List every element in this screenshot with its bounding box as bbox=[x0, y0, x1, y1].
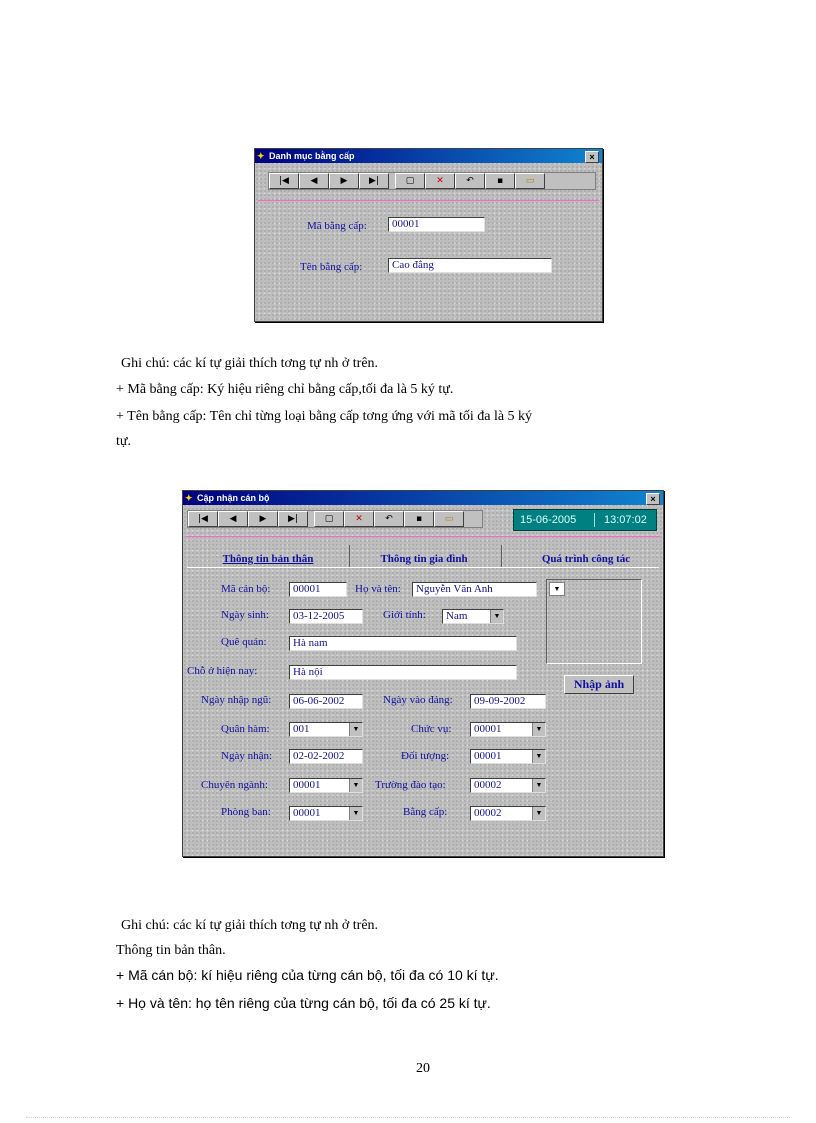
datetime-divider bbox=[594, 513, 595, 527]
nhap-anh-label: Nhập ảnh bbox=[573, 677, 625, 691]
separator-line bbox=[258, 200, 599, 201]
window-title: Cập nhận cán bộ bbox=[197, 493, 270, 503]
note-1-line-2: + Mã bằng cấp: Ký hiệu riêng chỉ bằng cấp,tối đa là 5 ký tự. bbox=[116, 382, 454, 397]
doi-tuong-select[interactable] bbox=[470, 749, 546, 764]
ma-can-bo-label: Mã cán bộ: bbox=[221, 583, 271, 595]
save-button[interactable]: ▪ bbox=[485, 173, 515, 189]
tab-thong-tin-ban-than[interactable]: Thông tin bản thân bbox=[222, 553, 314, 565]
gioi-tinh-label: Giới tính: bbox=[383, 609, 426, 621]
ten-bang-cap-input[interactable]: Cao đẳng bbox=[388, 258, 552, 273]
chuyen-nganh-value: 00001 bbox=[293, 779, 321, 791]
tab-qua-trinh-cong-tac[interactable]: Quá trình công tác bbox=[541, 553, 631, 565]
toolbar bbox=[187, 510, 483, 528]
bang-cap-value: 00002 bbox=[474, 807, 502, 819]
bang-cap-select[interactable] bbox=[470, 806, 546, 821]
chuc-vu-value: 00001 bbox=[474, 723, 502, 735]
close-button[interactable]: × bbox=[585, 151, 599, 163]
chevron-down-icon[interactable]: ▼ bbox=[349, 779, 362, 792]
ho-ten-label: Họ và tên: bbox=[355, 583, 401, 595]
chevron-down-icon[interactable]: ▼ bbox=[349, 723, 362, 736]
phong-ban-select[interactable] bbox=[289, 806, 363, 821]
time-display: 13:07:02 bbox=[604, 514, 647, 526]
truong-dao-tao-label: Trường đào tạo: bbox=[375, 779, 446, 791]
chuc-vu-select[interactable] bbox=[470, 722, 546, 737]
toolbar bbox=[268, 172, 596, 190]
photo-box bbox=[546, 579, 642, 664]
ma-can-bo-input[interactable]: 00001 bbox=[289, 582, 347, 597]
note-2-line-4: + Họ và tên: họ tên riêng của từng cán bộ, tối đa có 25 kí tự. bbox=[116, 995, 491, 1011]
page-number: 20 bbox=[416, 1061, 430, 1076]
ngay-nhan-label: Ngày nhận: bbox=[221, 750, 273, 762]
chuyen-nganh-label: Chuyên ngành: bbox=[201, 779, 268, 791]
next-record-button[interactable]: ▶ bbox=[248, 511, 278, 527]
chuc-vu-label: Chức vụ: bbox=[411, 723, 452, 735]
note-1-line-1: Ghi chú: các kí tự giải thích tơng tự nh ở trên. bbox=[121, 356, 379, 371]
ngay-vao-dang-input[interactable]: 09-09-2002 bbox=[470, 694, 546, 709]
chevron-down-icon[interactable]: ▼ bbox=[532, 750, 545, 763]
title-bar[interactable] bbox=[183, 491, 663, 505]
title-bar[interactable] bbox=[255, 149, 602, 163]
ngay-vao-dang-label: Ngày vào đảng: bbox=[383, 694, 453, 706]
tab-divider bbox=[349, 545, 350, 567]
prev-record-button[interactable]: ◀ bbox=[299, 173, 329, 189]
undo-button[interactable]: ↶ bbox=[455, 173, 485, 189]
exit-button[interactable]: ▭ bbox=[515, 173, 545, 189]
que-quan-input[interactable]: Hà nam bbox=[289, 636, 517, 651]
prev-record-button[interactable]: ◀ bbox=[218, 511, 248, 527]
new-record-button[interactable]: ▢ bbox=[314, 511, 344, 527]
gioi-tinh-value: Nam bbox=[446, 610, 468, 622]
window-cap-nhan-can-bo bbox=[182, 490, 664, 857]
quan-ham-select[interactable] bbox=[289, 722, 363, 737]
que-quan-label: Quê quán: bbox=[221, 636, 267, 648]
first-record-button[interactable]: |◀ bbox=[188, 511, 218, 527]
app-icon: ✦ bbox=[257, 151, 265, 161]
window-danh-muc-bang-cap bbox=[254, 148, 603, 322]
datetime-panel bbox=[513, 509, 657, 531]
new-record-button[interactable]: ▢ bbox=[395, 173, 425, 189]
last-record-button[interactable]: ▶| bbox=[278, 511, 308, 527]
cho-o-label: Chỗ ở hiện nay: bbox=[187, 665, 258, 677]
gioi-tinh-select[interactable] bbox=[442, 609, 504, 624]
ngay-sinh-label: Ngày sinh: bbox=[221, 609, 269, 621]
truong-dao-tao-select[interactable] bbox=[470, 778, 546, 793]
separator-line bbox=[186, 536, 660, 537]
note-2-line-2: Thông tin bản thân. bbox=[116, 943, 226, 958]
exit-button[interactable]: ▭ bbox=[434, 511, 464, 527]
ma-bang-cap-label: Mã bằng cấp: bbox=[307, 220, 367, 232]
ngay-nhap-ngu-label: Ngày nhập ngũ: bbox=[201, 694, 272, 706]
save-button[interactable]: ▪ bbox=[404, 511, 434, 527]
truong-dao-tao-value: 00002 bbox=[474, 779, 502, 791]
quan-ham-value: 001 bbox=[293, 723, 310, 735]
undo-button[interactable]: ↶ bbox=[374, 511, 404, 527]
chevron-down-icon[interactable]: ▼ bbox=[532, 779, 545, 792]
footer-divider bbox=[26, 1117, 790, 1118]
chevron-down-icon[interactable]: ▼ bbox=[532, 807, 545, 820]
note-2-line-1: Ghi chú: các kí tự giải thích tơng tự nh ở trên. bbox=[121, 918, 379, 933]
ngay-sinh-input[interactable]: 03-12-2005 bbox=[289, 609, 363, 624]
ten-bang-cap-label: Tên bằng cấp: bbox=[300, 261, 363, 273]
quan-ham-label: Quân hàm: bbox=[221, 723, 270, 735]
doi-tuong-value: 00001 bbox=[474, 750, 502, 762]
chevron-down-icon[interactable]: ▼ bbox=[532, 723, 545, 736]
note-1-line-3: + Tên bằng cấp: Tên chỉ từng loại bằng cấp tơng ứng với mã tối đa là 5 ký bbox=[116, 409, 533, 424]
ma-bang-cap-input[interactable]: 00001 bbox=[388, 217, 485, 232]
last-record-button[interactable]: ▶| bbox=[359, 173, 389, 189]
chevron-down-icon[interactable]: ▼ bbox=[349, 807, 362, 820]
first-record-button[interactable]: |◀ bbox=[269, 173, 299, 189]
close-button[interactable]: × bbox=[646, 493, 660, 505]
photo-dropdown[interactable]: ▼ bbox=[549, 582, 565, 596]
tab-divider bbox=[501, 545, 502, 567]
ho-ten-input[interactable]: Nguyễn Văn Anh bbox=[412, 582, 537, 597]
date-display: 15-06-2005 bbox=[520, 514, 577, 526]
window-title: Danh mục bằng cấp bbox=[269, 151, 355, 161]
note-1-line-4: tự. bbox=[116, 434, 131, 449]
note-2-line-3: + Mã cán bộ: kí hiệu riêng của từng cán bộ, tối đa có 10 kí tự. bbox=[116, 967, 499, 983]
app-icon: ✦ bbox=[185, 493, 193, 503]
tab-thong-tin-gia-dinh[interactable]: Thông tin gia đình bbox=[380, 553, 468, 565]
phong-ban-label: Phòng ban: bbox=[221, 806, 271, 818]
chevron-down-icon[interactable]: ▼ bbox=[490, 610, 503, 623]
doi-tuong-label: Đối tượng: bbox=[401, 750, 450, 762]
nhap-anh-button[interactable] bbox=[564, 675, 634, 694]
delete-record-button[interactable]: ✕ bbox=[425, 173, 455, 189]
phong-ban-value: 00001 bbox=[293, 807, 321, 819]
next-record-button[interactable]: ▶ bbox=[329, 173, 359, 189]
ngay-nhan-input[interactable]: 02-02-2002 bbox=[289, 749, 363, 764]
cho-o-input[interactable]: Hà nội bbox=[289, 665, 517, 680]
chuyen-nganh-select[interactable] bbox=[289, 778, 363, 793]
bang-cap-label: Bằng cấp: bbox=[403, 806, 448, 818]
delete-record-button[interactable]: ✕ bbox=[344, 511, 374, 527]
ngay-nhap-ngu-input[interactable]: 06-06-2002 bbox=[289, 694, 363, 709]
